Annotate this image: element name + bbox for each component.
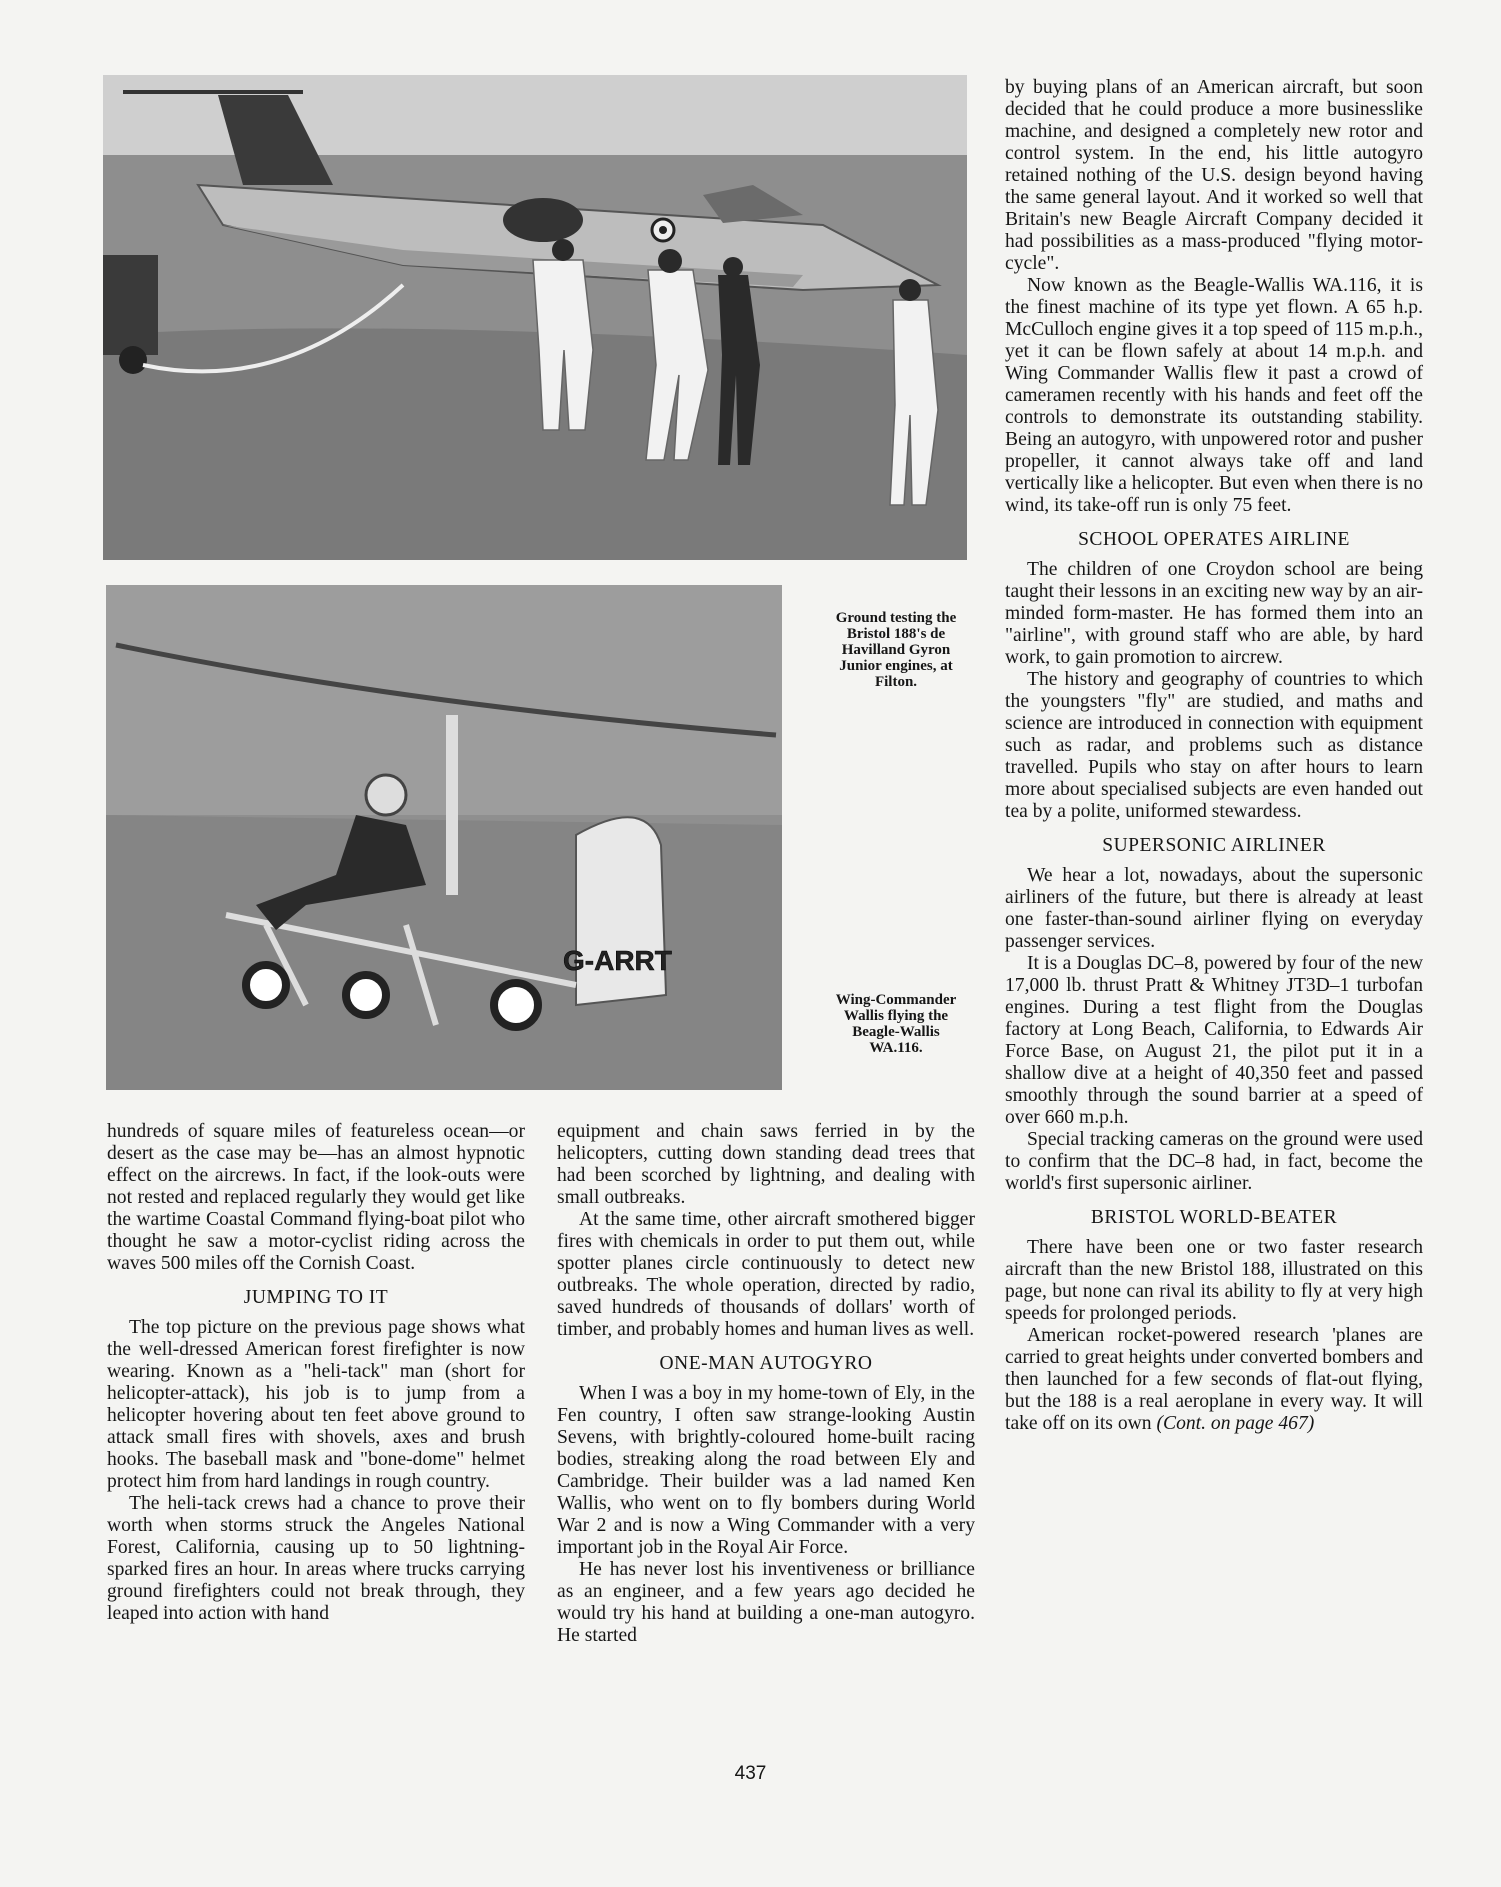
bristol-photo-caption: Ground testing the Bristol 188's de Havilland Gyron Junior engines, at Filton. <box>835 610 957 690</box>
paragraph: Special tracking cameras on the ground were used to confirm that the DC–8 had, in fact, become the world's first supersonic airliner. <box>1005 1129 1423 1194</box>
autogyro-photo <box>106 585 782 1090</box>
paragraph: The history and geography of countries to which the youngsters "fly" are studied, and maths and science are introduced in connection with equipment such as radar, and problems such as distance travelled. Pupils who stay on after hours to learn more about specialised subjects are even handed out tea by a polite, uniformed stewardess. <box>1005 669 1423 822</box>
page-number: 437 <box>734 1763 767 1784</box>
section-heading-school: SCHOOL OPERATES AIRLINE <box>1078 529 1350 550</box>
section-heading-supersonic: SUPERSONIC AIRLINER <box>1102 835 1326 856</box>
paragraph: The heli-tack crews had a chance to prove their worth when storms struck the Angeles National Forest, California, causing up to 50 lightning-sparked fires an hour. In areas where trucks carrying ground firefighters could not break through, they leaped into action with hand <box>107 1493 525 1624</box>
column-3 <box>1005 77 1423 1435</box>
paragraph: At the same time, other aircraft smothered bigger fires with chemicals in order to put them out, while spotter planes circle continuously to detect new outbreaks. The whole operation, directed by radio, saved hundreds of thousands of dollars' worth of timber, and probably homes and human lives as well. <box>557 1209 975 1340</box>
column-2 <box>557 1121 975 1647</box>
paragraph: The top picture on the previous page shows what the well-dressed American forest firefighter is now wearing. Known as a "heli-tack" man (short for helicopter-attack), his job is to jump from a helicopter hovering about ten feet above ground to attack small fires with shovels, axes and brush hooks. The baseball mask and "bone-dome" helmet protect him from hard landings in rough country. <box>107 1317 525 1492</box>
paragraph: He has never lost his inventiveness or brilliance as an engineer, and a few years ago decided he would try his hand at building a one-man autogyro. He started <box>557 1559 975 1646</box>
autogyro-photo-caption: Wing-Commander Wallis flying the Beagle-Wallis WA.116. <box>835 992 957 1056</box>
paragraph: There have been one or two faster research aircraft than the new Bristol 188, illustrated on this page, but none can rival its ability to fly at very high speeds for prolonged periods. <box>1005 1237 1423 1324</box>
paragraph: hundreds of square miles of featureless ocean—or desert as the case may be—has an almost hypnotic effect on the aircrews. In fact, if the look-outs were not rested and replaced regularly they would get like the wartime Coastal Command flying-boat pilot who thought he saw a motor-cyclist riding across the waves 500 miles off the Cornish Coast. <box>107 1121 525 1274</box>
paragraph: by buying plans of an American aircraft, but soon decided that he could produce a more businesslike machine, and designed a completely new rotor and control system. In the end, his little autogyro retained nothing of the U.S. design beyond having the same general layout. And it worked so well that Britain's new Beagle Aircraft Company decided it had possibilities as a mass-produced "flying motor-cycle". <box>1005 77 1423 274</box>
paragraph-text: American rocket-powered research 'planes are carried to great heights under converted bombers and then launched for a few seconds of flat-out flying, but the 188 is a real aeroplane in every way. It will take off on its own <box>1005 1325 1423 1434</box>
autogyro-in-flight-photo <box>106 585 782 1090</box>
section-heading-autogyro: ONE-MAN AUTOGYRO <box>659 1353 873 1374</box>
paragraph: Now known as the Beagle-Wallis WA.116, it is the finest machine of its type yet flown. A 65 h.p. McCulloch engine gives it a top speed of 115 m.p.h., yet it can be flown safely at about 14 m.p.h. and Wing Commander Wallis flew it past a crowd of cameramen recently with his hands and feet off the controls to demonstrate its outstanding stability. Being an autogyro, with unpowered rotor and pusher propeller, it cannot always take off and land vertically like a helicopter. But even when there is no wind, its take-off run is only 75 feet. <box>1005 275 1423 516</box>
paragraph: The children of one Croydon school are being taught their lessons in an exciting new way by an air-minded form-master. He has formed them into an "airline", with ground staff who are able, by hard work, to gain promotion to aircrew. <box>1005 559 1423 668</box>
autogyro-registration: G-ARRT <box>563 945 672 976</box>
bristol-188-photo <box>103 75 967 560</box>
paragraph: equipment and chain saws ferried in by the helicopters, cutting down standing dead trees that had been scorched by lightning, and dealing with small outbreaks. <box>557 1121 975 1208</box>
paragraph: It is a Douglas DC–8, powered by four of the new 17,000 lb. thrust Pratt & Whitney JT3D–1 turbofan engines. During a test flight from the Douglas factory at Long Beach, California, to Edwards Air Force Base, on August 21, the pilot put it in a shallow dive at a height of 40,350 feet and passed smoothly through the sound barrier at a speed of over 660 m.p.h. <box>1005 953 1423 1128</box>
continued-note: (Cont. on page 467) <box>1156 1413 1315 1434</box>
paragraph: We hear a lot, nowadays, about the supersonic airliners of the future, but there is already at least one faster-than-sound airliner flying on everyday passenger services. <box>1005 865 1423 952</box>
paragraph <box>1005 1325 1423 1435</box>
paragraph: When I was a boy in my home-town of Ely, in the Fen country, I often saw strange-looking Austin Sevens, with brightly-coloured home-built racing bodies, streaking along the road between Ely and Cambridge. Their builder was a lad named Ken Wallis, who went on to fly bombers during World War 2 and is now a Wing Commander with a very important job in the Royal Air Force. <box>557 1383 975 1558</box>
section-heading-jumping: JUMPING TO IT <box>243 1287 389 1308</box>
section-heading-bristol: BRISTOL WORLD-BEATER <box>1090 1207 1338 1228</box>
bristol-188-jet-aircraft-photo <box>103 75 967 560</box>
column-1 <box>107 1121 525 1625</box>
